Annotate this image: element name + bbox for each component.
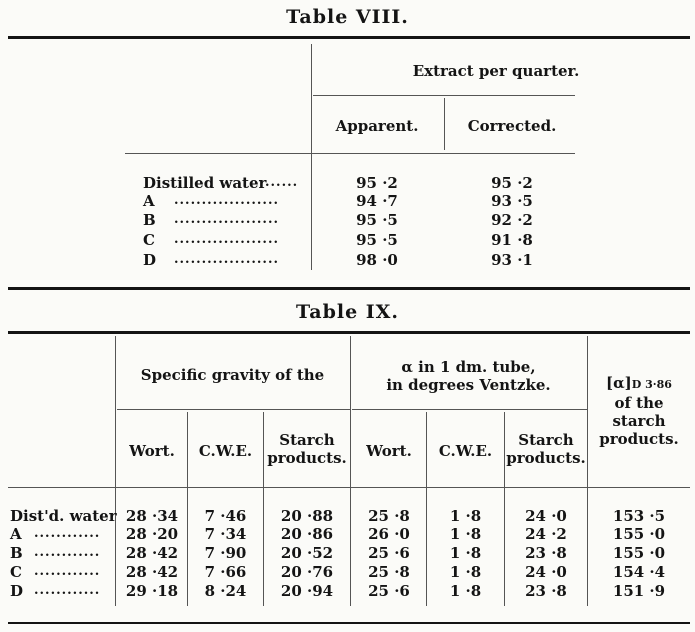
- apparent-value: 94 ·7: [356, 192, 398, 210]
- sg-starch-value: 20 ·94: [280, 582, 334, 600]
- corrected-value: 93 ·5: [491, 192, 533, 210]
- alpha-cwe-value: 1 ·8: [449, 544, 482, 562]
- rotation-value: 153 ·5: [612, 507, 666, 525]
- alpha-starch-value: 24 ·0: [525, 507, 567, 525]
- row-label: D: [143, 251, 157, 269]
- corrected-value: 95 ·2: [491, 174, 533, 192]
- alpha-cwe-value: 1 ·8: [449, 582, 482, 600]
- table-8-bottom-rule: [8, 287, 690, 290]
- table-8-group-rule: [313, 95, 575, 96]
- corrected-value: 92 ·2: [491, 211, 533, 229]
- row-label: D: [10, 582, 24, 600]
- table-9-col-rot-line-4: products.: [599, 430, 679, 448]
- table-9-col-sg-cwe: C.W.E.: [198, 442, 253, 460]
- apparent-value: 95 ·5: [356, 231, 398, 249]
- alpha-wort-value: 25 ·6: [368, 544, 410, 562]
- alpha-wort-value: 25 ·8: [368, 507, 410, 525]
- rotation-value: 155 ·0: [612, 525, 666, 543]
- sg-wort-value: 28 ·42: [125, 544, 179, 562]
- corrected-value: 93 ·1: [491, 251, 533, 269]
- sg-starch-value: 20 ·88: [280, 507, 334, 525]
- leader-dots: ......: [265, 175, 299, 190]
- sg-wort-value: 28 ·20: [125, 525, 179, 543]
- leader-dots: ............: [34, 526, 101, 541]
- row-label: Distilled water: [143, 174, 267, 192]
- alpha-cwe-value: 1 ·8: [449, 563, 482, 581]
- row-label: C: [10, 563, 22, 581]
- table-9-divider-rot: [587, 336, 588, 606]
- table-8-header-rule: [125, 153, 575, 154]
- row-label: C: [143, 231, 155, 249]
- table-9-col-a-starch-2: products.: [506, 449, 586, 467]
- alpha-starch-value: 24 ·2: [525, 525, 567, 543]
- apparent-value: 95 ·2: [356, 174, 398, 192]
- sg-cwe-value: 7 ·46: [204, 507, 247, 525]
- sg-starch-value: 20 ·86: [280, 525, 334, 543]
- leader-dots: ...................: [174, 193, 279, 208]
- alpha-cwe-value: 1 ·8: [449, 525, 482, 543]
- leader-dots: ...................: [174, 232, 279, 247]
- table-8-col-corrected: Corrected.: [467, 117, 557, 135]
- row-label: Dist'd. water: [10, 507, 117, 525]
- corrected-value: 91 ·8: [491, 231, 533, 249]
- table-9-col-sg-wort: Wort.: [129, 442, 175, 460]
- leader-dots: ...................: [174, 252, 279, 267]
- table-9-col-a-wort: Wort.: [366, 442, 412, 460]
- row-label: A: [10, 525, 22, 543]
- sg-starch-value: 20 ·76: [280, 563, 334, 581]
- sg-starch-value: 20 ·52: [280, 544, 334, 562]
- sg-cwe-value: 7 ·66: [204, 563, 247, 581]
- table-9-alpha-rule: [352, 409, 587, 410]
- apparent-value: 95 ·5: [356, 211, 398, 229]
- table-9-sg-rule: [117, 409, 350, 410]
- rotation-value: 155 ·0: [612, 544, 666, 562]
- table-9-col-a-starch-1: Starch: [518, 431, 574, 449]
- alpha-starch-value: 23 ·8: [525, 544, 567, 562]
- alpha-wort-value: 26 ·0: [368, 525, 410, 543]
- sg-wort-value: 29 ·18: [125, 582, 179, 600]
- table-9-col-sg-starch-2: products.: [267, 449, 347, 467]
- sg-wort-value: 28 ·34: [125, 507, 179, 525]
- table-9-top-rule: [8, 331, 690, 334]
- row-label: B: [10, 544, 23, 562]
- table-9-col-a-cwe: C.W.E.: [438, 442, 493, 460]
- table-9-bottom-rule: [8, 622, 690, 624]
- alpha-wort-value: 25 ·8: [368, 563, 410, 581]
- leader-dots: ............: [34, 583, 101, 598]
- table-9-title: Table IX.: [295, 301, 400, 323]
- leader-dots: ............: [34, 564, 101, 579]
- table-9-col-rot-line-2: of the: [614, 394, 664, 412]
- row-label: B: [143, 211, 156, 229]
- table-9-col-sg-starch-1: Starch: [279, 431, 335, 449]
- table-9-header-rule: [8, 487, 690, 488]
- table-8-top-rule: [8, 36, 690, 39]
- sg-cwe-value: 7 ·34: [204, 525, 247, 543]
- sg-cwe-value: 8 ·24: [204, 582, 247, 600]
- rotation-value: 151 ·9: [612, 582, 666, 600]
- table-8-group-header: Extract per quarter.: [412, 62, 580, 80]
- apparent-value: 98 ·0: [356, 251, 398, 269]
- leader-dots: ...................: [174, 212, 279, 227]
- alpha-cwe-value: 1 ·8: [449, 507, 482, 525]
- sg-cwe-value: 7 ·90: [204, 544, 247, 562]
- leader-dots: ............: [34, 545, 101, 560]
- table-8-col-apparent: Apparent.: [335, 117, 419, 135]
- rotation-value: 154 ·4: [612, 563, 666, 581]
- table-8-divider-sub: [444, 98, 445, 150]
- table-9-group-alpha-line-2: in degrees Ventzke.: [386, 376, 551, 394]
- table-9-col-rot-line-3: starch: [612, 412, 666, 430]
- row-label: A: [143, 192, 155, 210]
- table-9-group-sg: Specific gravity of the: [140, 366, 325, 384]
- alpha-wort-value: 25 ·6: [368, 582, 410, 600]
- table-8-title: Table VIII.: [286, 6, 409, 28]
- table-9-group-alpha-line-1: α in 1 dm. tube,: [401, 358, 536, 376]
- sg-wort-value: 28 ·42: [125, 563, 179, 581]
- table-9-col-rot-line-1: [α]D 3·86: [606, 374, 672, 392]
- alpha-starch-value: 24 ·0: [525, 563, 567, 581]
- alpha-starch-value: 23 ·8: [525, 582, 567, 600]
